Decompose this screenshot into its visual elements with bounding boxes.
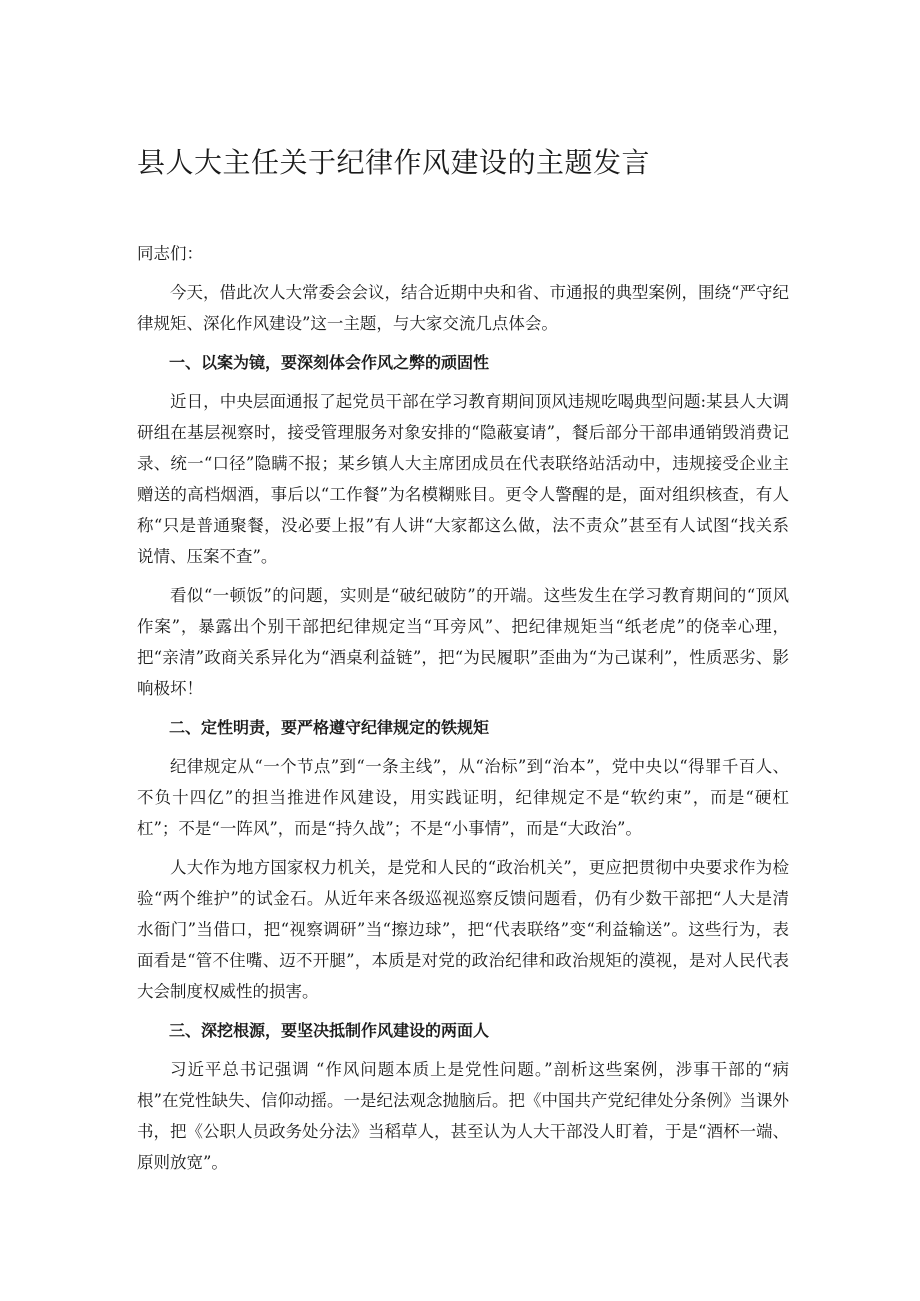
paragraph: 看似“一顿饭”的问题，实则是“破纪破防”的开端。这些发生在学习教育期间的“顶风作案”，暴露出个别干部把纪律规定当“耳旁风”、把纪律规矩当“纸老虎”的侥幸心理，把“亲清”政商关系异化为“酒桌利益链”，把“为民履职”歪曲为“为己谋利”，性质恶劣、影响极坏！ (137, 586, 789, 698)
section-heading: 二、定性明责，要严格遵守纪律规定的铁规矩 (169, 718, 490, 737)
paragraph: 今天，借此次人大常委会会议，结合近期中央和省、市通报的典型案例，围绕“严守纪律规矩、深化作风建设”这一主题，与大家交流几点体会。 (137, 283, 789, 333)
content-blocks (137, 277, 789, 1178)
document-body (137, 238, 789, 1186)
paragraph: 人大作为地方国家权力机关，是党和人民的“政治机关”，更应把贯彻中央要求作为检验“两个维护”的试金石。从近年来各级巡视巡察反馈问题看，仍有少数干部把“人大是清水衙门”当借口，把“视察调研”当“擦边球”，把“代表联络”变“利益输送”。这些行为，表面看是“管不住嘴、迈不开腿”，本质是对党的政治纪律和政治规矩的漠视，是对人民代表大会制度权威性的损害。 (137, 858, 789, 1001)
section-heading: 三、深挖根源，要坚决抵制作风建设的两面人 (169, 1021, 490, 1040)
paragraph: 习近平总书记强调 “作风问题本质上是党性问题。”剖析这些案例，涉事干部的“病根”在党性缺失、信仰动摇。一是纪法观念抛脑后。把《中国共产党纪律处分条例》当课外书，把《公职人员政务处分法》当稻草人，甚至认为人大干部没人盯着，于是“酒杯一端、原则放宽”。 (137, 1060, 789, 1172)
document-title: 县人大主任关于纪律作风建设的主题发言 (137, 146, 651, 179)
greeting: 同志们： (137, 244, 203, 263)
paragraph: 近日，中央层面通报了起党员干部在学习教育期间顶风违规吃喝典型问题:某县人大调研组在基层视察时，接受管理服务对象安排的“隐蔽宴请”，餐后部分干部串通销毁消费记录、统一“口径”隐瞒不报；某乡镇人大主席团成员在代表联络站活动中，违规接受企业主赠送的高档烟酒，事后以“工作餐”为名模糊账目。更令人警醒的是，面对组织核查，有人称“只是普通聚餐，没必要上报”有人讲“大家都这么做，法不责众”甚至有人试图“找关系说情、压案不查”。 (137, 392, 789, 566)
section-heading: 一、以案为镜，要深刻体会作风之弊的顽固性 (169, 353, 490, 372)
paragraph: 纪律规定从“一个节点”到“一条主线”，从“治标”到“治本”，党中央以“得罪千百人、不负十四亿”的担当推进作风建设，用实践证明，纪律规定不是“软约束”，而是“硬杠杠”；不是“一阵风”，而是“持久战”；不是“小事情”，而是“大政治”。 (137, 757, 789, 838)
